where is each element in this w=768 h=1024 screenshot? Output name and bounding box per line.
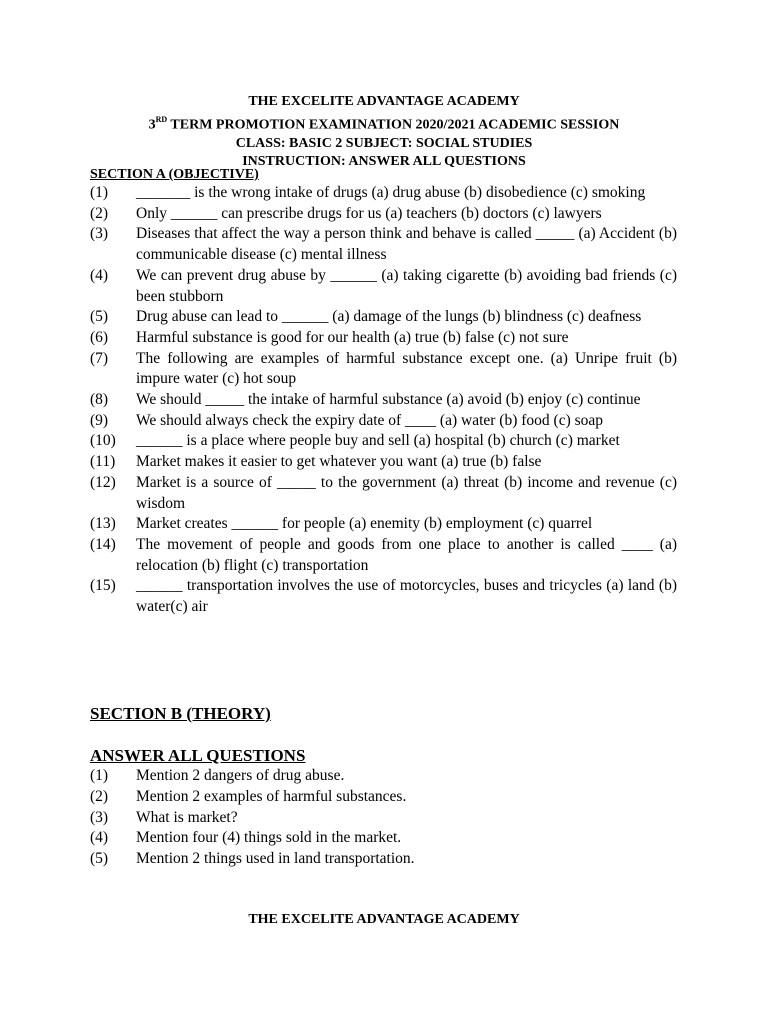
section-b-title: SECTION B (THEORY) [90,704,271,723]
exam-title [0,112,768,135]
exam-title-text: TERM PROMOTION EXAMINATION 2020/2021 ACADEMIC SESSION [167,117,620,133]
question-number: (13) [90,515,116,533]
question-item [90,808,677,829]
term-number: 3 [148,117,156,133]
footer-school-name: THE EXCELITE ADVANTAGE ACADEMY [248,912,520,927]
question-number: (1) [90,767,109,784]
question-item [90,452,677,473]
question-text: Mention four (4) things sold in the market. [136,829,402,847]
question-text: _______ is the wrong intake of drugs (a) drug abuse (b) disobedience (c) smoking [136,184,646,201]
question-number: (8) [90,391,109,409]
question-number: (3) [90,225,109,243]
question-item [90,787,677,808]
question-item [90,183,677,204]
question-item [90,266,677,307]
question-item [90,224,677,265]
question-item [90,535,677,576]
question-number: (1) [90,184,109,201]
question-text: The movement of people and goods from one place to another is called ____ (a) relocation (b) flight (c) transportation [136,535,677,574]
section-a-title: SECTION A (OBJECTIVE) [90,167,259,182]
question-number: (7) [90,349,109,367]
question-item [90,849,677,870]
question-number: (5) [90,850,109,868]
theory-question-list [90,766,677,870]
question-text: Drug abuse can lead to ______ (a) damage of the lungs (b) blindness (c) deafness [136,308,642,326]
question-text: The following are examples of harmful substance except one. (a) Unripe fruit (b) impure water (c) hot soup [136,349,677,388]
question-item [90,576,677,617]
question-number: (6) [90,328,109,346]
question-item [90,411,677,432]
question-item [90,307,677,328]
question-item [90,514,677,535]
question-text: Market is a source of _____ to the government (a) threat (b) income and revenue (c) wisdom [136,473,677,512]
question-item [90,328,677,349]
question-text: We can prevent drug abuse by ______ (a) taking cigarette (b) avoiding bad friends (c) been stubborn [136,266,677,305]
question-number: (4) [90,829,109,847]
question-text: ______ is a place where people buy and sell (a) hospital (b) church (c) market [136,432,620,450]
question-number: (11) [90,453,116,471]
class-subject-line: CLASS: BASIC 2 SUBJECT: SOCIAL STUDIES [235,135,533,151]
question-number: (2) [90,204,109,222]
question-number: (9) [90,411,109,429]
question-text: Mention 2 things used in land transportation. [136,850,415,868]
question-item [90,473,677,514]
question-text: Diseases that affect the way a person think and behave is called _____ (a) Accident (b) communicable disease (c) mental illness [136,225,677,264]
question-text: Market creates ______ for people (a) enemity (b) employment (c) quarrel [136,515,593,533]
objective-question-list [90,183,677,618]
question-item [90,431,677,452]
question-number: (10) [90,432,116,450]
question-number: (15) [90,577,116,595]
question-text: Mention 2 examples of harmful substances. [136,787,407,805]
question-item [90,828,677,849]
question-text: We should _____ the intake of harmful substance (a) avoid (b) enjoy (c) continue [136,391,641,409]
question-text: Harmful substance is good for our health (a) true (b) false (c) not sure [136,328,569,346]
question-number: (4) [90,266,109,284]
question-text: Mention 2 dangers of drug abuse. [136,767,345,784]
instruction-line: INSTRUCTION: ANSWER ALL QUESTIONS [242,154,526,170]
term-superscript: RD [155,114,168,124]
question-number: (5) [90,308,109,326]
question-item [90,766,677,787]
question-number: (12) [90,473,116,491]
question-number: (2) [90,787,109,805]
question-item [90,349,677,390]
question-text: Only ______ can prescribe drugs for us (a) teachers (b) doctors (c) lawyers [136,204,602,222]
question-number: (14) [90,535,116,553]
question-text: ______ transportation involves the use of motorcycles, buses and tricycles (a) land (b) water(c) air [136,577,677,616]
question-item [90,390,677,411]
question-item [90,204,677,225]
question-number: (3) [90,808,109,826]
exam-header [0,93,768,172]
school-name: THE EXCELITE ADVANTAGE ACADEMY [248,94,520,109]
answer-all-title: ANSWER ALL QUESTIONS [90,746,306,765]
question-text: We should always check the expiry date of ____ (a) water (b) food (c) soap [136,411,604,429]
question-text: Market makes it easier to get whatever you want (a) true (b) false [136,453,542,471]
question-text: What is market? [136,808,238,826]
